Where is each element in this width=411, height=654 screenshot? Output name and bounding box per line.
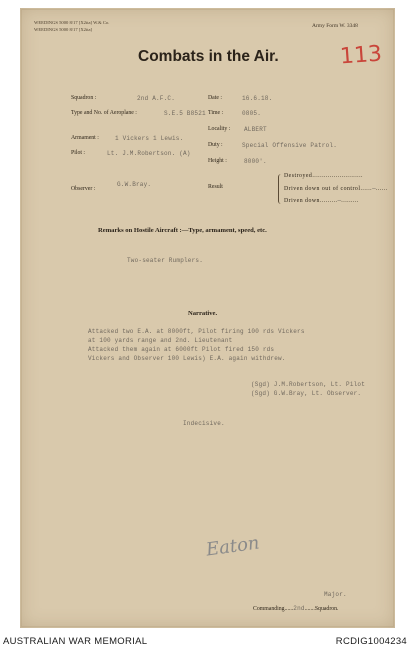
army-form-number: Army Form W. 3348 xyxy=(312,23,358,29)
commanding-rank: Major. xyxy=(324,591,347,598)
footer-record-id: RCDIG1004234 xyxy=(335,636,407,647)
result-destroyed: Destroyed.......................... xyxy=(284,173,364,179)
printer-line-1: WEEDINGS 5000 8/17 [X2ita] W.& Co. xyxy=(34,20,110,25)
observer-label: Observer : xyxy=(71,186,96,192)
handwritten-number: 113 xyxy=(339,41,383,70)
squadron-label: Squadron : xyxy=(71,95,97,101)
time-label: Time : xyxy=(208,110,224,116)
squadron-value: 2nd A.F.C. xyxy=(137,95,176,102)
result-out-of-control: Driven down out of control......—...... xyxy=(284,185,388,192)
narrative-line-1: Attacked two E.A. at 8000ft, Pilot firing 100 rds Vickers xyxy=(88,328,305,335)
combat-outcome: Indecisive. xyxy=(183,420,225,427)
narrative-line-4: Vickers and Observer 100 Lewis) E.A. again withdrew. xyxy=(88,355,286,362)
narrative-line-3: Attacked them again at 6000ft Pilot fired 150 rds xyxy=(88,346,275,353)
pilot-value: Lt. J.M.Robertson. (A) xyxy=(107,150,191,157)
aeroplane-type-label: Type and No. of Aeroplane : xyxy=(71,110,137,116)
locality-label: Locality : xyxy=(208,126,231,132)
pencil-signature: Eaton xyxy=(204,532,261,561)
armament-label: Armament : xyxy=(71,135,99,141)
time-value: 0805. xyxy=(242,110,262,117)
date-value: 16.6.18. xyxy=(242,95,273,102)
remarks-heading: Remarks on Hostile Aircraft :—Type, armament, speed, etc. xyxy=(98,227,267,234)
page-title: Combats in the Air. xyxy=(138,48,279,65)
aeroplane-type-value: S.E.5 B8521 xyxy=(164,110,206,117)
result-driven-down: Driven down.........—......... xyxy=(284,197,359,204)
date-label: Date : xyxy=(208,95,223,101)
height-value: 8000'. xyxy=(244,158,267,165)
height-label: Height : xyxy=(208,158,227,164)
remarks-value: Two-seater Rumplers. xyxy=(127,257,204,264)
document-page xyxy=(20,8,395,628)
duty-value: Special Offensive Patrol. xyxy=(242,142,338,149)
pilot-label: Pilot : xyxy=(71,150,86,156)
commanding-line: Commanding......2nd.......Squadron. xyxy=(253,605,339,612)
locality-value: ALBERT xyxy=(244,126,267,133)
observer-value: G.W.Bray. xyxy=(117,181,152,188)
result-label: Result xyxy=(208,184,223,190)
footer-institution: AUSTRALIAN WAR MEMORIAL xyxy=(3,636,148,647)
narrative-heading: Narrative. xyxy=(188,310,218,317)
duty-label: Duty : xyxy=(208,142,223,148)
narrative-line-2: at 100 yards range and 2nd. Lieutenant xyxy=(88,337,233,344)
signature-line-pilot: (Sgd) J.M.Robertson, Lt. Pilot xyxy=(251,381,366,388)
printer-line-2: WEEDINGS 5000 8/17 [X2ita] xyxy=(34,27,93,32)
signature-line-observer: (Sgd) G.W.Bray, Lt. Observer. xyxy=(251,390,362,397)
armament-value: 1 Vickers 1 Lewis. xyxy=(115,135,184,142)
